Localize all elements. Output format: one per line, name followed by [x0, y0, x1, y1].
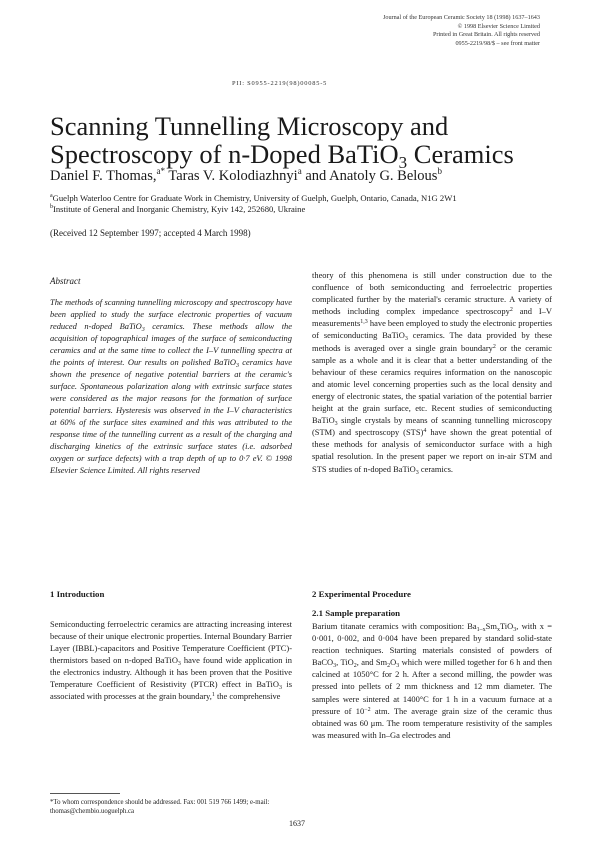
journal-citation: Journal of the European Ceramic Society 18 (1998) 1637–1643: [382, 14, 540, 21]
affiliation-a: $^a$Guelph Waterloo Centre for Graduate Work in Chemistry, University of Guelph, Guelph, Ontario, Canada, N1G 2W1: [50, 193, 457, 203]
received-dates: (Received 12 September 1997; accepted 4 March 1998): [50, 228, 251, 238]
introduction-text: Semiconducting ferroelectric ceramics are attracting increasing interest because of their unique electronic properties. Internal Boundary Barrier Layer (IBBL)-capacitors and Positive Temperature Coefficient (PTC)-thermistors based on n-doped BaTiO$_3$ have found wide application in the electronics industry. Although it has been proven that the Positive Temperature Coefficient of Resistivity (PTCR) effect in BaTiO$_3$ is associated with processes at the grain boundary,$^1$ the comprehensive: [50, 619, 292, 701]
issn-line: 0955-2219/98/$ – see front matter: [455, 39, 540, 47]
section-heading-introduction: 1 Introduction: [50, 589, 105, 599]
correspondence-footnote: *To whom correspondence should be addressed. Fax: 001 519 766 1499; e-mail: thomas@chembio.uoguelph.ca: [50, 799, 270, 815]
paper-title: Scanning Tunnelling Microscopy and Spectroscopy of n-Doped BaTiO$_3$ Ceramics: [50, 111, 514, 172]
affiliations: [50, 193, 555, 215]
printed-line: Printed in Great Britain. All rights reserved: [432, 31, 540, 39]
pii-identifier: PII: S0955-2219(98)00085-5: [232, 80, 328, 87]
abstract-heading: Abstract: [50, 276, 81, 286]
section-heading-experimental: 2 Experimental Procedure: [312, 589, 411, 599]
affiliation-b: $^b$Institute of General and Inorganic Chemistry, Kyiv 142, 252680, Ukraine: [50, 204, 306, 214]
publication-info: [360, 14, 540, 48]
footnote-rule: [50, 793, 120, 794]
sample-preparation-text: Barium titanate ceramics with composition: $Ba_{1-x}Sm_xTiO_3$, with x = 0·001, 0·002, and 0·004 have been prepared by standard solid-state reaction techniques. Starting materials consisted of powders of BaCO$_3$, TiO$_2$, and $Sm_2O_3$ which were milled together for 6 h and then calcined at 1050°C for 2 h. After a second milling, the powder was pressed into pellets of 2 mm thickness and 12 mm diameter. The samples were sintered at 1400°C for 1 h in a vacuum furnace at a pressure of $10^{-2}$ atm. The average grain size of the ceramic thus obtained was 60 μm. The room temperature resistivity of the samples was measured with In–Ga electrodes and: [312, 621, 552, 740]
title-line-1: Scanning Tunnelling Microscopy and: [50, 111, 449, 141]
subsection-heading-sample-preparation: 2.1 Sample preparation: [312, 608, 401, 618]
page-number: 1637: [289, 819, 305, 828]
copyright-line: © 1998 Elsevier Science Limited: [457, 22, 540, 30]
abstract-text: The methods of scanning tunnelling microscopy and spectroscopy have been applied to study the surface electronic properties of vacuum reduced n-doped BaTiO$_3$ ceramics. These methods allow the acquisition of topographical images of the surface of semiconducting ceramics and at the same time to collect the I–V tunnelling spectra at the points of interest. Our results on polished BaTiO$_3$ ceramics have shown the presence of negative potential barriers at the ceramic's surface. Spontaneous polarization along with extrinsic surface states were considered as the major reasons for the formation of surface potential barriers. Hysteresis was observed in the I–V characteristics at 60% of the surface sites examined and this was attributed to the response time of the tunnelling current as a result of the charging and discharging kinetics of the extrinsic surface states (i.e. adsorbed oxygen or surface defects) with a trap depth of up to 0·7 eV. © 1998 Elsevier Science Limited. All rights reserved: [50, 297, 293, 475]
intro-continued: theory of this phenomena is still under construction due to the confluence of both semiconducting and ferroelectric properties complicated further by the material's ceramic structure. A variety of methods including complex impedance spectroscopy$^2$ and I–V measurements$^{1,3}$ have been employed to study the electronic properties of semiconducting BaTiO$_3$ ceramics. The data provided by these methods is averaged over a single grain boundary$^2$ or the ceramic sample as a whole and it is clear that a better understanding of the behaviour of these ceramics requires information on the nanoscopic and atomic level concerning properties such as the local density and energy of electronic states, the spatial variation of the potential barrier height at the grain surface, etc. Recent studies of semiconducting BaTiO$_3$ single crystals by means of scanning tunnelling microscopy (STM) and spectroscopy (STS)$^4$ have shown the great potential of these methods for analysis of semiconductor surface with a high spatial resolution. In the present paper we report on in-air STM and STS studies of n-doped BaTiO$_3$ ceramics.: [312, 270, 552, 476]
author-list: Daniel F. Thomas,$^{a*}$ Taras V. Kolodiazhnyi$^a$ and Anatoly G. Belous$^b$: [50, 166, 442, 184]
